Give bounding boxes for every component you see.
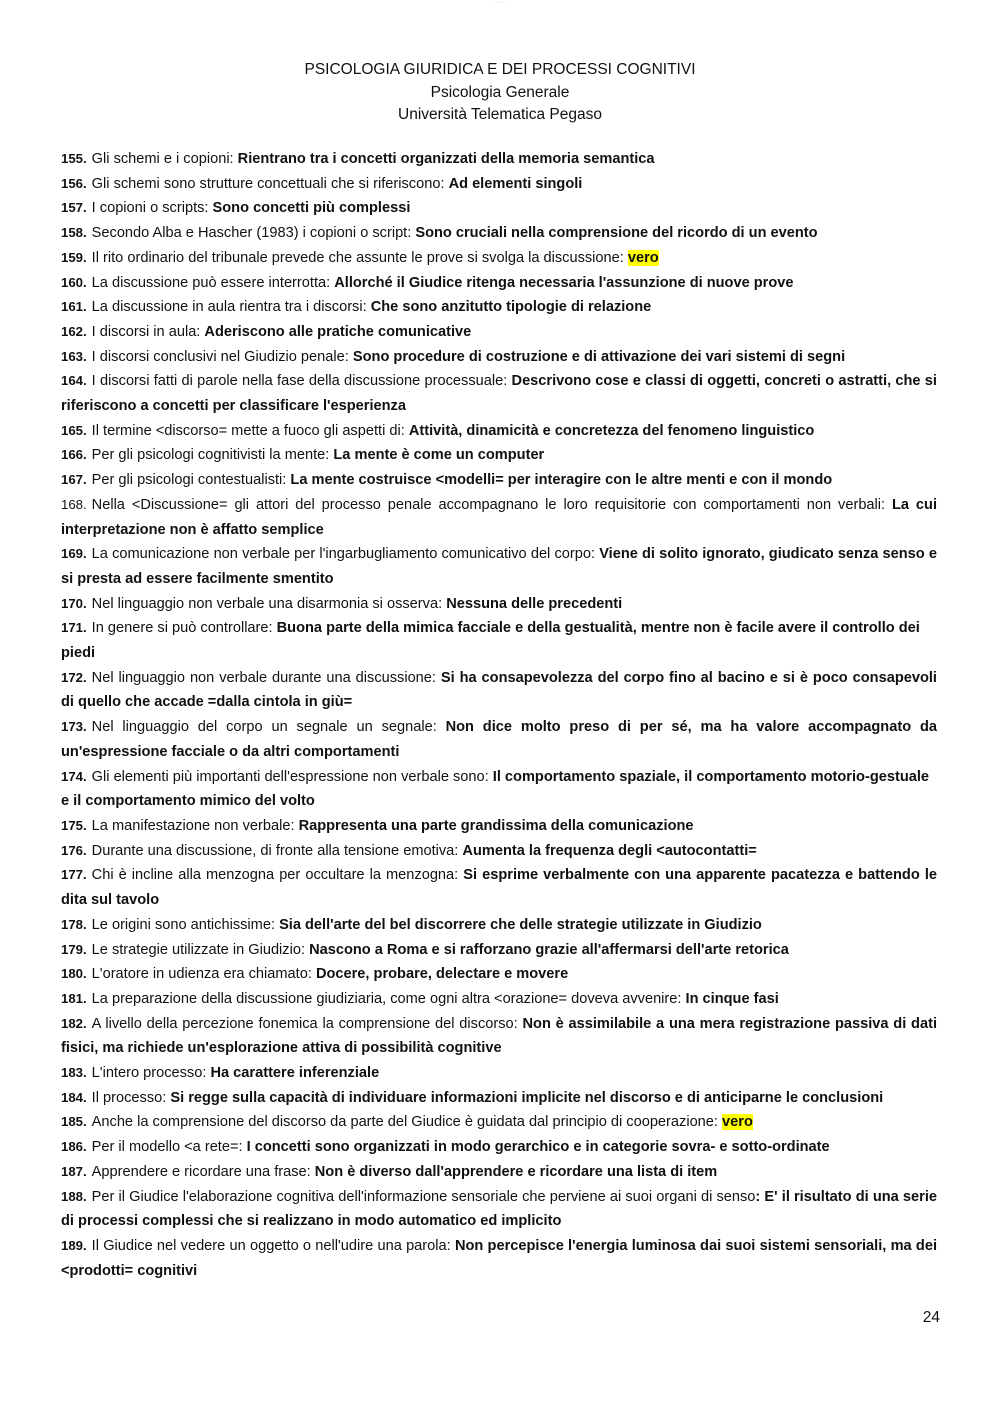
item-question: Anche la comprensione del discorso da parte del Giudice è guidata dal principio di cooperazione: xyxy=(91,1114,723,1131)
list-item xyxy=(61,715,937,764)
item-question: I discorsi fatti di parole nella fase della discussione processuale: xyxy=(91,373,512,390)
item-question: L'intero processo: xyxy=(91,1065,211,1082)
list-item xyxy=(61,863,937,912)
item-question: I discorsi in aula: xyxy=(91,323,205,340)
item-answer: I concetti sono organizzati in modo gerarchico e in categorie sovra- e sotto-ordinate xyxy=(246,1139,830,1156)
item-number: 165. xyxy=(61,422,87,438)
item-number: 186. xyxy=(61,1139,87,1155)
item-question: Nel linguaggio del corpo un segnale un segnale: xyxy=(91,719,446,736)
item-answer: Che sono anzitutto tipologie di relazione xyxy=(370,299,652,316)
item-number: 171. xyxy=(61,620,87,636)
item-number: 184. xyxy=(61,1089,87,1105)
list-item xyxy=(61,616,937,665)
list-item xyxy=(61,962,937,987)
list-item xyxy=(61,592,937,617)
item-question: La comunicazione non verbale per l'ingarbugliamento comunicativo del corpo: xyxy=(91,546,600,563)
item-question: Gli elementi più importanti dell'espressione non verbale sono: xyxy=(91,768,493,785)
item-number: 162. xyxy=(61,323,87,339)
item-number: 158. xyxy=(61,225,87,241)
item-answer: In cinque fasi xyxy=(685,990,779,1007)
course-title: PSICOLOGIA GIURIDICA E DEI PROCESSI COGNITIVI xyxy=(304,61,696,78)
list-item xyxy=(61,271,937,296)
list-item xyxy=(61,913,937,938)
list-item xyxy=(61,1135,937,1160)
list-item xyxy=(61,1086,937,1111)
item-answer: Descrivono cose e classi di oggetti, concreti o astratti, che si riferiscono a concetti per classificare l'esperienza xyxy=(61,373,937,415)
item-question: Durante una discussione, di fronte alla tensione emotiva: xyxy=(91,842,463,859)
item-number: 178. xyxy=(61,916,87,932)
list-item xyxy=(61,839,937,864)
list-item xyxy=(61,1110,937,1135)
list-item xyxy=(61,196,937,221)
university-name: Università Telematica Pegaso xyxy=(398,106,602,123)
item-answer: Allorché il Giudice ritenga necessaria l'assunzione di nuove prove xyxy=(334,274,794,291)
list-item xyxy=(61,542,937,591)
item-number: 160. xyxy=(61,274,87,290)
list-item xyxy=(61,468,937,493)
item-answer: Aderiscono alle pratiche comunicative xyxy=(204,323,472,340)
list-item xyxy=(61,345,937,370)
item-answer-highlighted: vero xyxy=(627,249,659,266)
top-mark: ··· ····· xyxy=(494,0,506,5)
list-item xyxy=(61,172,937,197)
item-answer: Non percepisce l'energia luminosa dai suoi sistemi sensoriali, ma dei <prodotti= cognitivi xyxy=(61,1237,937,1279)
item-question: Le strategie utilizzate in Giudizio: xyxy=(91,941,310,958)
item-question: L'oratore in udienza era chiamato: xyxy=(91,966,316,983)
list-item xyxy=(61,765,937,814)
list-item xyxy=(61,1061,937,1086)
item-number: 166. xyxy=(61,447,87,463)
item-number: 189. xyxy=(61,1237,87,1253)
item-question: Il termine <discorso= mette a fuoco gli aspetti di: xyxy=(91,422,409,439)
item-answer: Si ha consapevolezza del corpo fino al bacino e si è poco consapevoli di quello che accade =dalla cintola in giù= xyxy=(61,669,937,711)
item-question: La discussione in aula rientra tra i discorsi: xyxy=(91,299,371,316)
item-question: Il Giudice nel vedere un oggetto o nell'udire una parola: xyxy=(91,1237,455,1254)
item-answer: La mente è come un computer xyxy=(333,447,545,464)
list-item xyxy=(61,493,937,542)
item-question: I copioni o scripts: xyxy=(91,200,213,217)
item-question: Gli schemi e i copioni: xyxy=(91,151,238,167)
item-question: Nel linguaggio non verbale una disarmonia si osserva: xyxy=(91,595,447,612)
item-answer: Si esprime verbalmente con una apparente pacatezza e battendo le dita sul tavolo xyxy=(61,867,937,909)
item-number: 157. xyxy=(61,200,87,216)
item-answer: Sono concetti più complessi xyxy=(212,200,411,217)
item-number: 179. xyxy=(61,941,87,957)
item-answer: Buona parte della mimica facciale e della gestualità, mentre non è facile avere il controllo dei piedi xyxy=(61,620,920,662)
list-item xyxy=(61,1160,937,1185)
list-item xyxy=(61,246,937,271)
list-item xyxy=(61,1012,937,1061)
list-item xyxy=(61,419,937,444)
item-question: La preparazione della discussione giudiziaria, come ogni altra <orazione= doveva avvenire: xyxy=(91,990,686,1007)
item-question: Per gli psicologi contestualisti: xyxy=(91,472,291,489)
list-item xyxy=(61,369,937,418)
item-number: 159. xyxy=(61,249,87,265)
item-question: A livello della percezione fonemica la comprensione del discorso: xyxy=(91,1015,523,1032)
item-number: 180. xyxy=(61,966,87,982)
item-answer-highlighted: vero xyxy=(722,1114,753,1131)
item-number: 176. xyxy=(61,842,87,858)
item-answer: Ha carattere inferenziale xyxy=(210,1065,380,1082)
item-number: 156. xyxy=(61,175,87,191)
item-answer: Nascono a Roma e si rafforzano grazie all'affermarsi dell'arte retorica xyxy=(309,941,789,958)
item-question: In genere si può controllare: xyxy=(91,620,277,637)
item-question: La discussione può essere interrotta: xyxy=(91,274,335,291)
item-question: Apprendere e ricordare una frase: xyxy=(91,1163,315,1180)
item-question: Il rito ordinario del tribunale prevede che assunte le prove si svolga la discussione: xyxy=(91,249,628,266)
list-item xyxy=(61,443,937,468)
item-question: Le origini sono antichissime: xyxy=(91,916,280,933)
list-item xyxy=(61,1185,937,1234)
list-item xyxy=(61,987,937,1012)
list-item xyxy=(61,147,937,172)
item-answer: Non è assimilabile a una mera registrazione passiva di dati fisici, ma richiede un'esplorazione attiva di possibilità cognitive xyxy=(61,1015,937,1057)
page-header xyxy=(0,59,1000,127)
item-answer: Attività, dinamicità e concretezza del fenomeno linguistico xyxy=(408,422,815,439)
list-item xyxy=(61,295,937,320)
item-number: 155. xyxy=(61,151,87,166)
item-number: 175. xyxy=(61,817,87,833)
item-number: 164. xyxy=(61,373,87,389)
item-number: 161. xyxy=(61,299,87,315)
list-item xyxy=(61,1234,937,1283)
item-answer: Docere, probare, delectare e movere xyxy=(315,966,569,983)
item-answer: : E' il risultato di una serie di processi complessi che si realizzano in modo automatico ed implicito xyxy=(61,1188,937,1230)
item-number: 182. xyxy=(61,1015,87,1031)
item-answer: Sia dell'arte del bel discorrere che delle strategie utilizzate in Giudizio xyxy=(279,916,762,933)
item-question: Nel linguaggio non verbale durante una discussione: xyxy=(91,669,441,686)
page-number: 24 xyxy=(922,1309,940,1326)
item-question: I discorsi conclusivi nel Giudizio penale: xyxy=(91,348,353,365)
item-question: Il processo: xyxy=(91,1089,171,1106)
item-question: Per il modello <a rete=: xyxy=(91,1139,247,1156)
list-item xyxy=(61,814,937,839)
item-number: 187. xyxy=(61,1163,87,1179)
list-item xyxy=(61,320,937,345)
item-answer: Sono cruciali nella comprensione del ricordo di un evento xyxy=(415,225,818,242)
item-question: Chi è incline alla menzogna per occultare la menzogna: xyxy=(91,867,464,884)
item-number: 188. xyxy=(61,1188,87,1204)
item-answer: La mente costruisce <modelli= per interagire con le altre menti e con il mondo xyxy=(290,472,833,489)
item-question: Per gli psicologi cognitivisti la mente: xyxy=(91,447,334,464)
item-answer: Nessuna delle precedenti xyxy=(446,595,623,612)
item-number: 177. xyxy=(61,867,87,883)
list-item xyxy=(61,221,937,246)
item-question: Gli schemi sono strutture concettuali che si riferiscono: xyxy=(91,175,449,192)
subject-title: Psicologia Generale xyxy=(430,83,570,101)
item-number: 169. xyxy=(61,546,87,562)
item-answer: Rappresenta una parte grandissima della comunicazione xyxy=(298,817,694,834)
item-answer: Viene di solito ignorato, giudicato senza senso e si presta ad essere facilmente smentito xyxy=(61,546,937,587)
item-answer: Non dice molto preso di per sé, ma ha valore accompagnato da un'espressione facciale o da altri comportamenti xyxy=(61,719,937,760)
item-answer: Il comportamento spaziale, il comportamento motorio-gestuale e il comportamento mimico del volto xyxy=(61,768,930,810)
item-question: Nella <Discussione= gli attori del processo penale accompagnano le loro requisitorie con comportamenti non verbali: xyxy=(91,496,892,513)
item-answer: Rientrano tra i concetti organizzati della memoria semantica xyxy=(237,151,655,167)
list-item xyxy=(61,666,937,715)
item-question: Per il Giudice l'elaborazione cognitiva dell'informazione sensoriale che perviene ai suoi organi di senso xyxy=(91,1188,756,1205)
question-list xyxy=(61,147,937,1283)
item-number: 181. xyxy=(61,990,87,1006)
item-number: 168. xyxy=(61,496,87,512)
item-question: Secondo Alba e Hascher (1983) i copioni o script: xyxy=(91,225,416,242)
item-question: La manifestazione non verbale: xyxy=(91,817,299,834)
item-number: 173. xyxy=(61,719,87,735)
item-number: 163. xyxy=(61,348,87,364)
item-number: 183. xyxy=(61,1065,87,1081)
item-answer: La cui interpretazione non è affatto semplice xyxy=(61,496,937,538)
item-number: 172. xyxy=(61,669,87,685)
item-number: 174. xyxy=(61,768,87,784)
item-answer: Sono procedure di costruzione e di attivazione dei vari sistemi di segni xyxy=(352,348,846,365)
item-number: 185. xyxy=(61,1114,87,1130)
item-answer: Ad elementi singoli xyxy=(448,175,583,192)
item-answer: Aumenta la frequenza degli <autocontatti= xyxy=(462,842,757,859)
item-number: 170. xyxy=(61,595,87,611)
item-number: 167. xyxy=(61,472,87,488)
item-answer: Si regge sulla capacità di individuare informazioni implicite nel discorso e di anticiparne le conclusioni xyxy=(170,1089,884,1106)
list-item xyxy=(61,938,937,963)
item-answer: Non è diverso dall'apprendere e ricordare una lista di item xyxy=(314,1163,718,1180)
